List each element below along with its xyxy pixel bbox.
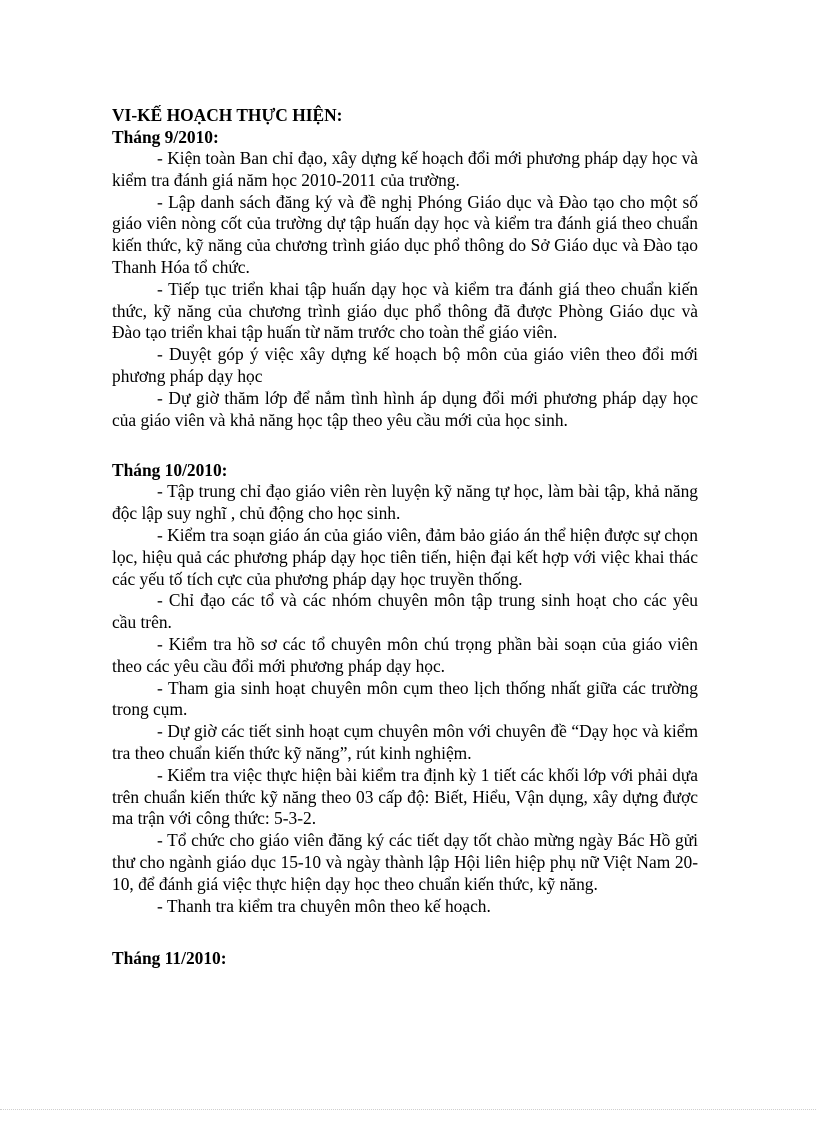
- month-heading-sep-2010: Tháng 9/2010:: [112, 127, 219, 147]
- paragraph: - Dự giờ các tiết sinh hoạt cụm chuyên môn với chuyên đề “Dạy học và kiểm tra theo chuẩn kiến thức kỹ năng”, rút kinh nghiệm.: [112, 721, 698, 763]
- document-body: [112, 104, 698, 969]
- paragraph: - Kiểm tra việc thực hiện bài kiểm tra định kỳ 1 tiết các khối lớp với phải dựa trên chuẩn kiến thức kỹ năng theo 03 cấp độ: Biết, Hiểu, Vận dụng, xây dựng được ma trận với công thức: 5-3-2.: [112, 764, 698, 829]
- paragraph: - Tổ chức cho giáo viên đăng ký các tiết dạy tốt chào mừng ngày Bác Hồ gửi thư cho ngành giáo dục 15-10 và ngày thành lập Hội liên hiệp phụ nữ Việt Nam 20-10, để đánh giá việc thực hiện dạy học theo chuẩn kiến thức, kỹ năng.: [112, 830, 698, 894]
- paragraph: - Tập trung chỉ đạo giáo viên rèn luyện kỹ năng tự học, làm bài tập, khả năng độc lập suy nghĩ , chủ động cho học sinh.: [112, 481, 698, 524]
- paragraph: - Thanh tra kiểm tra chuyên môn theo kế hoạch.: [157, 895, 491, 916]
- paragraph: - Lập danh sách đăng ký và đề nghị Phóng Giáo dục và Đào tạo cho một số giáo viên nòng cốt của trường dự tập huấn dạy học và kiểm tra đánh giá theo chuẩn kiến thức, kỹ năng của chương trình giáo dục phổ thông do Sở Giáo dục và Đào tạo Thanh Hóa tổ chức.: [112, 191, 698, 277]
- month-heading-oct-2010: Tháng 10/2010:: [112, 460, 228, 481]
- month-heading-nov-2010: Tháng 11/2010:: [112, 948, 227, 969]
- paragraph: - Tham gia sinh hoạt chuyên môn cụm theo lịch thống nhất giữa các trường trong cụm.: [112, 677, 698, 720]
- paragraph: - Tiếp tục triển khai tập huấn dạy học và kiểm tra đánh giá theo chuẩn kiến thức, kỹ năng của chương trình giáo dục phổ thông đã được Phòng Giáo dục và Đào tạo triển khai tập huấn từ năm trước cho toàn thể giáo viên.: [112, 278, 698, 343]
- paragraph: - Kiểm tra hồ sơ các tổ chuyên môn chú trọng phần bài soạn của giáo viên theo các yêu cầu đổi mới phương pháp dạy học.: [112, 633, 698, 676]
- paragraph: - Duyệt góp ý việc xây dựng kế hoạch bộ môn của giáo viên theo đổi mới phương pháp dạy học: [112, 344, 698, 386]
- section-title: VI-KẾ HOẠCH THỰC HIỆN:: [112, 105, 343, 125]
- paragraph: - Kiện toàn Ban chỉ đạo, xây dựng kế hoạch đổi mới phương pháp dạy học và kiểm tra đánh giá năm học 2010-2011 của trường.: [112, 148, 698, 190]
- paragraph: - Kiểm tra soạn giáo án của giáo viên, đảm bảo giáo án thể hiện được sự chọn lọc, hiệu quả các phương pháp dạy học tiên tiến, hiện đại kết hợp với việc khai thác các yếu tố tích cực của phương pháp dạy học truyền thống.: [112, 524, 698, 589]
- paragraph: - Dự giờ thăm lớp để nắm tình hình áp dụng đổi mới phương pháp dạy học của giáo viên và khả năng học tập theo yêu cầu mới của học sinh.: [112, 387, 698, 430]
- paragraph: - Chỉ đạo các tổ và các nhóm chuyên môn tập trung sinh hoạt cho các yêu cầu trên.: [112, 590, 698, 633]
- page-bottom-divider: [0, 1109, 816, 1110]
